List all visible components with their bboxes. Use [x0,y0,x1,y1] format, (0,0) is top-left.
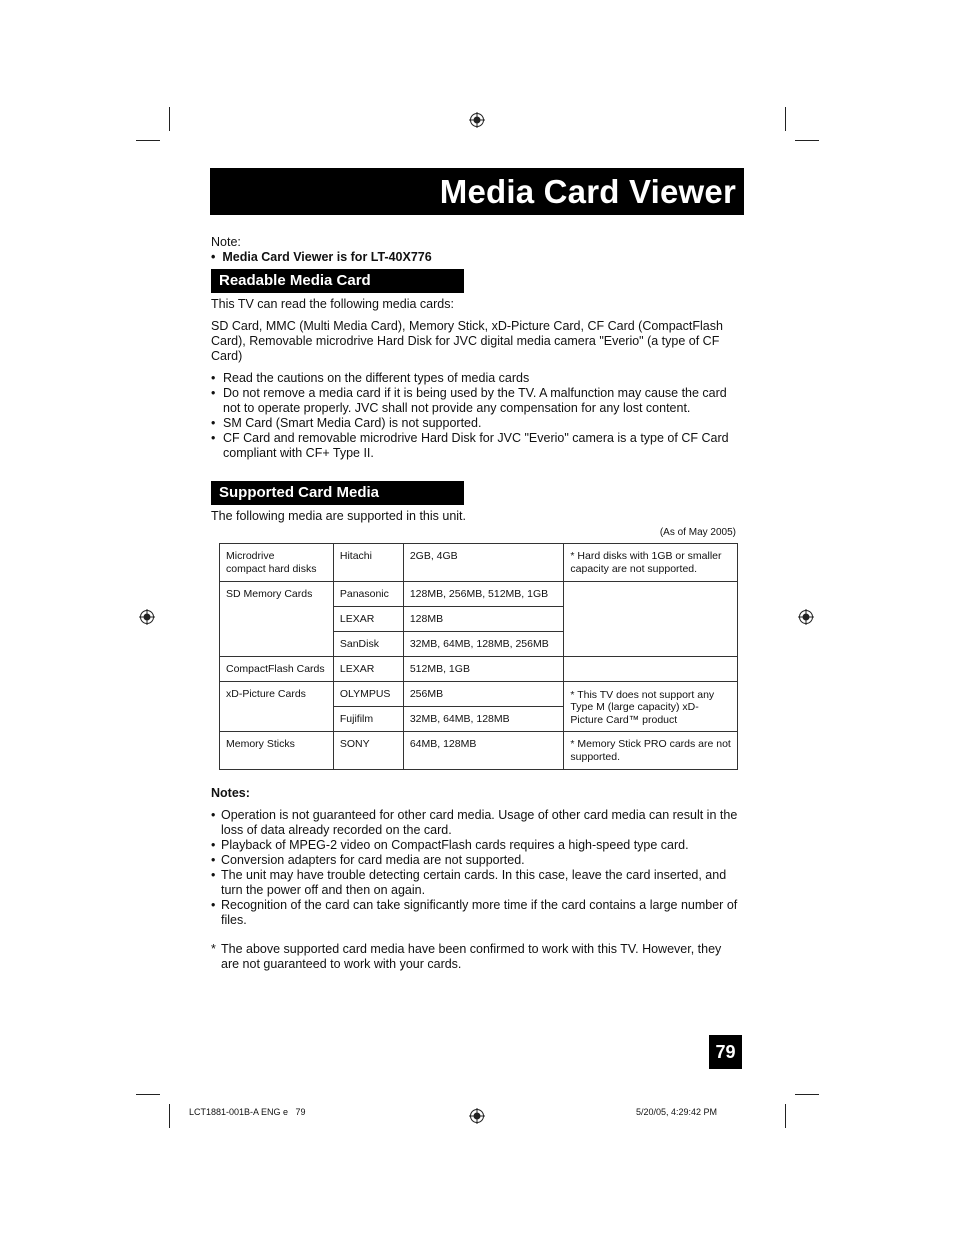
as-of-date: (As of May 2005) [659,527,736,538]
crop-mark [795,140,819,141]
table-cell: 2GB, 4GB [403,544,564,582]
table-row [220,582,738,607]
readable-intro: This TV can read the following media cards: [211,297,454,311]
table-cell: SONY [333,732,403,770]
asterisk-note: * The above supported card media have been confirmed to work with this TV. However, they are not guaranteed to work with your cards. [211,942,722,971]
page-title: Media Card Viewer [439,173,736,210]
table-cell: * This TV does not support any Type M (large capacity) xD-Picture Card™ product [564,682,738,732]
table-cell: 256MB [403,682,564,707]
table-cell: 128MB [403,607,564,632]
notes-bullet-list [211,808,739,928]
table-cell: CompactFlash Cards [220,657,334,682]
registration-mark-icon [469,112,485,128]
table-cell: LEXAR [333,657,403,682]
section-heading-supported: Supported Card Media [211,481,464,505]
notes-heading: Notes: [211,786,250,800]
table-row [220,732,738,770]
table-cell: SD Memory Cards [220,582,334,657]
note-label: Note: [211,235,241,249]
table-cell: Panasonic [333,582,403,607]
supported-intro: The following media are supported in this unit. [211,509,467,523]
table-cell: OLYMPUS [333,682,403,707]
table-cell [564,582,738,657]
table-cell: 32MB, 64MB, 128MB [403,707,564,732]
registration-mark-icon [798,609,814,625]
table-cell: Hitachi [333,544,403,582]
crop-mark [785,107,786,131]
table-cell: xD-Picture Cards [220,682,334,732]
readable-bullet-list [211,371,741,461]
registration-mark-icon [139,609,155,625]
table-row [220,657,738,682]
table-cell: 64MB, 128MB [403,732,564,770]
readable-cards-text: SD Card, MMC (Multi Media Card), Memory Stick, xD-Picture Card, CF Card (CompactFlash Card), Removable microdrive Hard Disk for JVC digital media camera "Everio" (a type of CF Card) [211,319,723,363]
table-cell: 128MB, 256MB, 512MB, 1GB [403,582,564,607]
registration-mark-icon [469,1108,485,1124]
page-title-bar [210,168,744,215]
list-item: • Conversion adapters for card media are not supported. [211,853,525,867]
table-row [220,682,738,707]
table-cell: Microdrive compact hard disks [220,544,334,582]
crop-mark [785,1104,786,1128]
supported-media-table [219,543,738,770]
note-item-text: Media Card Viewer is for LT-40X776 [222,250,432,264]
list-item: • The unit may have trouble detecting certain cards. In this case, leave the card inserted, and turn the power off and then on again. [211,868,727,897]
table-cell: LEXAR [333,607,403,632]
list-item: • CF Card and removable microdrive Hard Disk for JVC "Everio" camera is a type of CF Card compliant with CF+ Type II. [211,431,729,460]
list-item: • Do not remove a media card if it is being used by the TV. A malfunction may cause the card not to operate properly. JVC shall not provide any compensation for any lost content. [211,386,727,415]
crop-mark [169,1104,170,1128]
crop-mark [136,140,160,141]
list-item: • Playback of MPEG-2 video on CompactFlash cards requires a high-speed type card. [211,838,689,852]
table-cell: * Hard disks with 1GB or smaller capacity are not supported. [564,544,738,582]
list-item: • SM Card (Smart Media Card) is not supported. [211,416,482,430]
list-item: • Recognition of the card can take significantly more time if the card contains a large number of files. [211,898,738,927]
crop-mark [795,1094,819,1095]
table-cell: 512MB, 1GB [403,657,564,682]
crop-mark [136,1094,160,1095]
footer-left: LCT1881-001B-A ENG e 79 [189,1107,306,1117]
table-cell: * Memory Stick PRO cards are not supported. [564,732,738,770]
table-cell [564,657,738,682]
table-cell: SanDisk [333,632,403,657]
table-cell: Memory Sticks [220,732,334,770]
notes-asterisk [211,942,739,972]
table-row [220,544,738,582]
table-cell: Fujifilm [333,707,403,732]
footer-right: 5/20/05, 4:29:42 PM [636,1107,718,1117]
note-item [211,250,432,265]
bullet-mark: • [211,250,216,264]
crop-mark [169,107,170,131]
list-item: • Read the cautions on the different types of media cards [211,371,530,385]
page-number: 79 [709,1035,742,1069]
list-item: • Operation is not guaranteed for other card media. Usage of other card media can result in the loss of data already recorded on the card. [211,808,738,837]
section-heading-readable: Readable Media Card [211,269,464,293]
table-cell: 32MB, 64MB, 128MB, 256MB [403,632,564,657]
